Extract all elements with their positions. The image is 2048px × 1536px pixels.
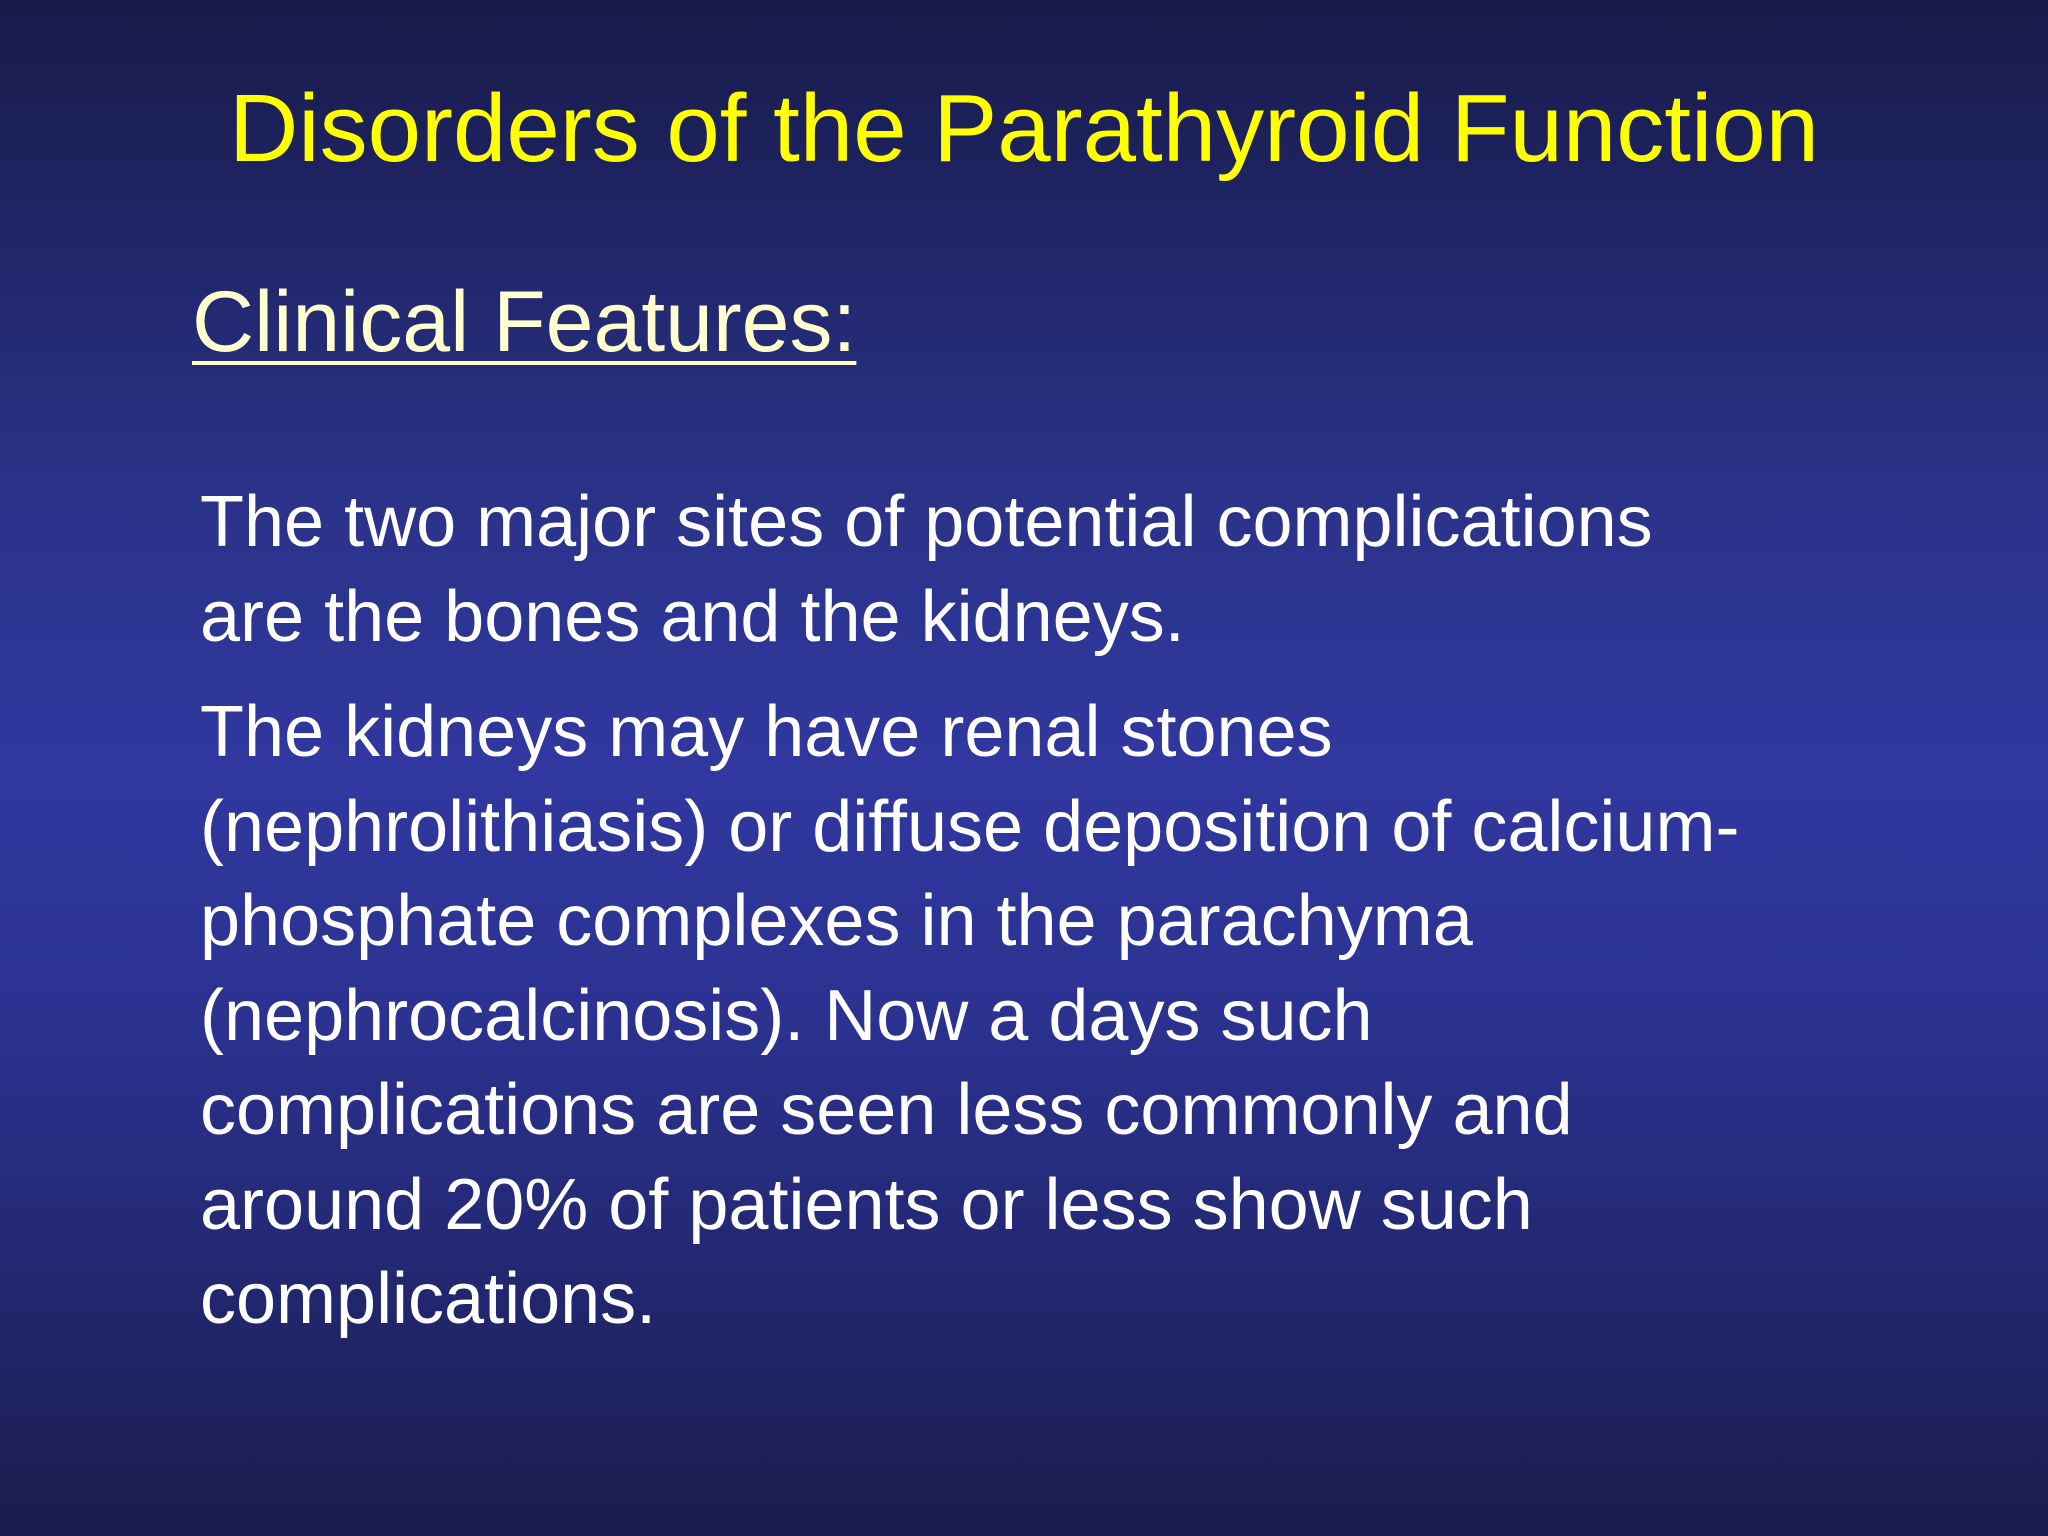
paragraph-line: complications.: [200, 1259, 657, 1339]
paragraph-line: are the bones and the kidneys.: [200, 576, 1185, 657]
slide-title: Disorders of the Parathyroid Function: [228, 75, 1820, 182]
slide-subtitle: Clinical Features:: [192, 274, 857, 370]
paragraph-line: phosphate complexes in the parachyma: [200, 881, 1473, 961]
paragraph-line: The kidneys may have renal stones: [200, 692, 1333, 772]
body-paragraph-1: [200, 475, 2000, 664]
paragraph-line: (nephrolithiasis) or diffuse deposition of calcium-: [200, 786, 1740, 867]
body-paragraph-2: [200, 685, 2000, 1347]
paragraph-line: The two major sites of potential complications: [200, 482, 1653, 562]
paragraph-line: (nephrocalcinosis). Now a days such: [200, 975, 1373, 1056]
paragraph-line: around 20% of patients or less show such: [200, 1164, 1533, 1245]
paragraph-line: complications are seen less commonly and: [200, 1070, 1573, 1150]
